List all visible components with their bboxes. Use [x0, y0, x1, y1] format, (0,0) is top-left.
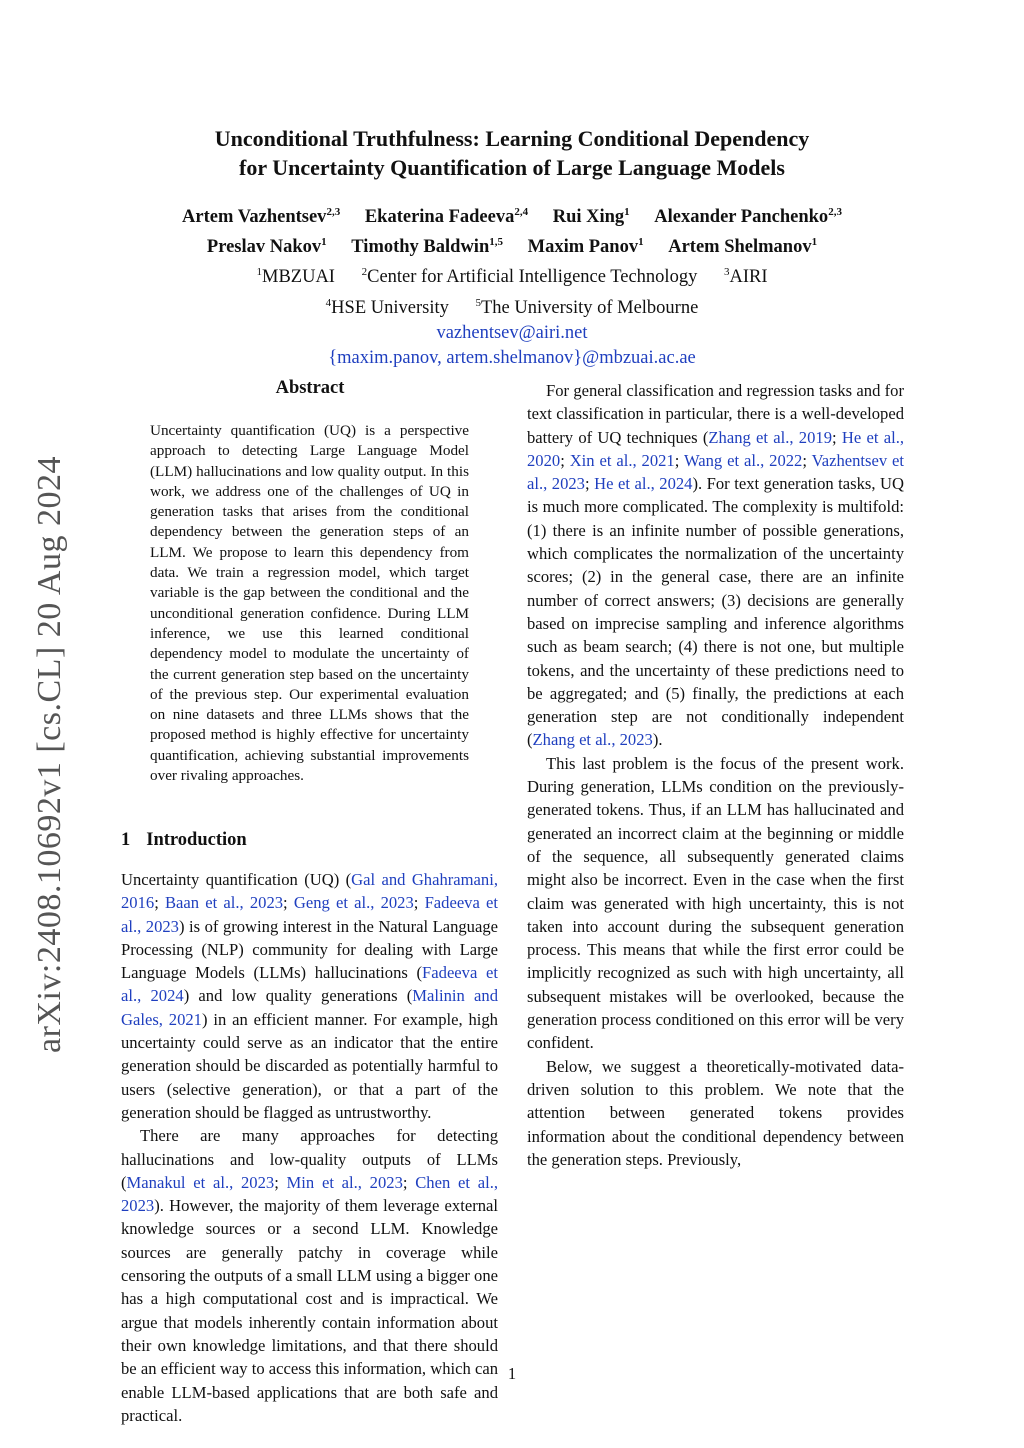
author-block: [110, 200, 914, 371]
citation-link[interactable]: Wang et al., 2022: [683, 450, 803, 470]
page-number: 1: [507, 1364, 517, 1383]
author-line-2: [110, 230, 914, 260]
affiliation: $^3$AIRI: [723, 266, 768, 288]
author: Preslav Nakov$^1$: [206, 236, 327, 258]
abstract-text: Uncertainty quantification (UQ) is a perspective approach to detecting Large Language Model (LLM) hallucinations and low quality output. In this work, we address one of the challenges of UQ in generation tasks that arises from the conditional dependency between the generation steps of an LLM. We propose to learn this dependency from data. We train a regression model, which target variable is the gap between the conditional and the unconditional generation confidence. During LLM inference, we use this learned conditional dependency model to modulate the uncertainty of the current generation step based on the uncertainty of the previous step. Our experimental evaluation on nine datasets and three LLMs shows that the proposed method is highly effective for uncertainty quantification, achieving substantial improvements over rivaling approaches.: [150, 422, 469, 785]
citation-link[interactable]: Xin et al., 2021: [569, 450, 675, 470]
title-line-2: for Uncertainty Quantification of Large Language Models: [239, 155, 785, 180]
author: Alexander Panchenko$^{2,3}$: [654, 206, 842, 228]
paragraph: There are many approaches for detecting hallucinations and low-quality outputs of LLMs (Manakul et al., 2023; Min et al., 2023; Chen et al., 2023). However, the majority of them leverage external knowledge sources or a second LLM. Knowledge sources are generally patchy in coverage while censoring the outputs of a small LLM using a bigger one has a high computational cost and is impractical. We argue that models inherently contain information about their own knowledge limitations, and that there should be an efficient way to access this information, which can enable LLM-based applications that are both safe and practical.: [121, 1126, 498, 1425]
author: Artem Vazhentsev$^{2,3}$: [182, 206, 341, 228]
citation-link[interactable]: He et al., 2024: [594, 474, 693, 494]
affiliation: $^2$Center for Artificial Intelligence Technology: [361, 266, 698, 288]
right-column-body: [527, 379, 904, 1171]
affiliation: $^1$MBZUAI: [256, 266, 335, 288]
author: Ekaterina Fadeeva$^{2,4}$: [364, 206, 529, 228]
citation-link[interactable]: Min et al., 2023: [286, 1172, 403, 1192]
citation-link[interactable]: Geng et al., 2023: [293, 893, 414, 913]
citation-link[interactable]: Vazhentsev et al., 2023: [527, 450, 905, 494]
citation-link[interactable]: He et al., 2020: [527, 427, 904, 470]
paragraph: Below, we suggest a theoretically-motivated data-driven solution to this problem. We note that the attention between generated tokens provides information about the conditional dependency between the generation steps. Previously,: [527, 1056, 904, 1169]
citation-link[interactable]: Zhang et al., 2019: [708, 427, 832, 447]
paragraph: This last problem is the focus of the present work. During generation, LLMs condition on the previously-generated tokens. Thus, if an LLM has hallucinated and generated an incorrect claim at the beginning or middle of the sequence, all subsequently generated claims might also be incorrect. Even in the case when the first claim was generated with high uncertainty, this is not taken into account during the subsequent generation process. This means that while the first error could be implicitly recognized as such with high uncertainty, all subsequent mistakes will be overlooked, because the generation process conditioned on this error will be very confident.: [527, 753, 904, 1053]
paragraph: For general classification and regression tasks and for text classification in particular, there is a well-developed battery of UQ techniques (Zhang et al., 2019; He et al., 2020; Xin et al., 2021; Wang et al., 2022; Vazhentsev et al., 2023; He et al., 2024). For text generation tasks, UQ is much more complicated. The complexity is multifold: (1) there is an infinite number of possible generations, which complicates the normalization of the uncertainty scores; (2) in the general case, there are an infinite number of correct answers; (3) decisions are generally based on imprecise sampling and inference algorithms such as beam search; (4) there is not one, but multiple tokens, and the uncertainty of these predictions need to be aggregated; and (5) finally, the predictions at each generation step are not conditionally independent (Zhang et al., 2023).: [527, 381, 905, 750]
affiliation-line-1: [110, 260, 914, 290]
abstract-heading: Abstract: [275, 378, 345, 398]
paper-title: [150, 124, 874, 182]
affiliation-line-2: [110, 290, 914, 320]
author: Timothy Baldwin$^{1,5}$: [351, 236, 503, 258]
citation-link[interactable]: Manakul et al., 2023: [126, 1172, 275, 1192]
section-heading: 1 Introduction: [121, 830, 247, 850]
paragraph: Uncertainty quantification (UQ) (Gal and Ghahramani, 2016; Baan et al., 2023; Geng et al., 2023; Fadeeva et al., 2023) is of growing interest in the Natural Language Processing (NLP) community for dealing with Large Language Models (LLMs) hallucinations (Fadeeva et al., 2024) and low quality generations (Malinin and Gales, 2021) in an efficient manner. For example, high uncertainty could serve as an indicator that the entire generation should be discarded as potentially harmful to users (selective generation), or that a part of the generation should be flagged as untrustworthy.: [121, 870, 499, 1122]
title-line-1: Unconditional Truthfulness: Learning Conditional Dependency: [214, 126, 810, 151]
arxiv-stamp: arXiv:2408.10692v1 [cs.CL] 20 Aug 2024: [31, 456, 68, 1053]
author: Rui Xing$^1$: [552, 206, 630, 228]
author-line-1: [110, 200, 914, 230]
citation-link[interactable]: Fadeeva et al., 2023: [121, 893, 498, 936]
affiliation: $^5$The University of Melbourne: [475, 296, 699, 318]
email-link[interactable]: vazhentsev@airi.net: [436, 322, 588, 343]
author: Maxim Panov$^1$: [527, 236, 644, 258]
citation-link[interactable]: Baan et al., 2023: [164, 893, 284, 913]
citation-link[interactable]: Malinin and Gales, 2021: [121, 986, 499, 1029]
citation-link[interactable]: Gal and Ghahramani, 2016: [121, 870, 498, 913]
left-column-body: [121, 868, 498, 1427]
citation-link[interactable]: Fadeeva et al., 2024: [121, 963, 498, 1006]
author: Artem Shelmanov$^1$: [668, 236, 818, 258]
citation-link[interactable]: Zhang et al., 2023: [532, 730, 653, 750]
citation-link[interactable]: Chen et al., 2023: [121, 1172, 498, 1216]
email-link[interactable]: {maxim.panov, artem.shelmanov}@mbzuai.ac.ae: [328, 347, 696, 368]
affiliation: $^4$HSE University: [325, 296, 449, 318]
